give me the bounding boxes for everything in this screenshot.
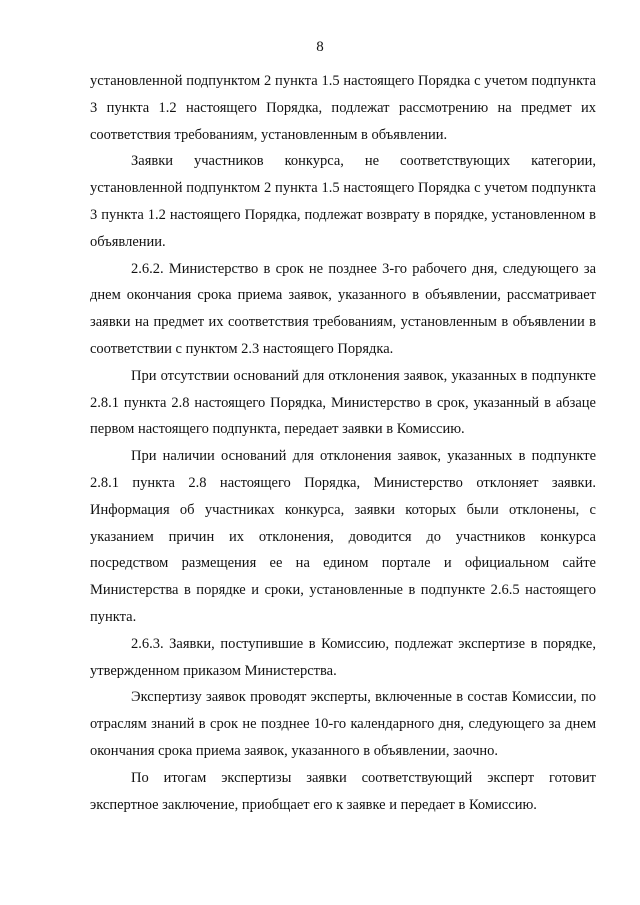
paragraph-expert-conclusion: По итогам экспертизы заявки соответствующий эксперт готовит экспертное заключение, приобщает его к заявке и передает в Комиссию. [90, 769, 596, 813]
paragraph-2-6-3: 2.6.3. Заявки, поступившие в Комиссию, подлежат экспертизе в порядке, утвержденном приказом Министерства. [90, 635, 596, 679]
paragraph-2-6-2: 2.6.2. Министерство в срок не позднее 3-го рабочего дня, следующего за днем окончания срока приема заявок, указанного в объявлении, рассматривает заявки на предмет их соответствия требованиям, установленным в объявлении в соответствии с пунктом 2.3 настоящего Порядка. [90, 260, 596, 357]
page-number: 8 [316, 39, 324, 55]
paragraph-continuation: установленной подпунктом 2 пункта 1.5 настоящего Порядка с учетом подпункта 3 пункта 1.2 настоящего Порядка, подлежат рассмотрению на предмет их соответствия требованиям, установленным в объявлении. [90, 73, 596, 143]
paragraph-expertise: Экспертизу заявок проводят эксперты, включенные в состав Комиссии, по отраслям знаний в срок не позднее 10-го календарного дня, следующего за днем окончания срока приема заявок, указанного в объявлении, заочно. [90, 689, 596, 759]
paragraph-no-grounds-rejection: При отсутствии оснований для отклонения заявок, указанных в подпункте 2.8.1 пункта 2.8 настоящего Порядка, Министерство в срок, указанный в абзаце первом настоящего подпункта, передает заявки в Комиссию. [90, 367, 596, 438]
paragraph-nonconforming-applications: Заявки участников конкурса, не соответствующих категории, установленной подпунктом 2 пункта 1.5 настоящего Порядка с учетом подпункта 3 пункта 1.2 настоящего Порядка, подлежат возврату в порядке, установленном в объявлении. [90, 153, 596, 250]
document-body [90, 68, 596, 818]
paragraph-grounds-rejection: При наличии оснований для отклонения заявок, указанных в подпункте 2.8.1 пункта 2.8 настоящего Порядка, Министерство отклоняет заявки. Информация об участниках конкурса, заявки которых были отклонены, с указанием причин их отклонения, доводится до участников конкурса посредством размещения ее на едином портале и официальном сайте Министерства в порядке и сроки, установленные в подпункте 2.6.5 настоящего пункта. [90, 448, 596, 625]
